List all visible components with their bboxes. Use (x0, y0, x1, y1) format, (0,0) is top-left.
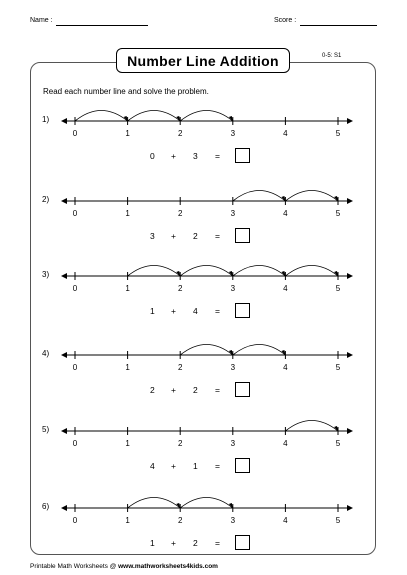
tick-label: 2 (177, 363, 183, 372)
tick-label: 2 (177, 439, 183, 448)
hop-arc (128, 266, 181, 277)
plus-sign: + (171, 306, 176, 316)
addend-a: 1 (150, 538, 155, 548)
left-arrow-icon (61, 198, 67, 204)
tick-label: 4 (283, 284, 288, 293)
addend-a: 2 (150, 385, 155, 395)
tick-label: 5 (335, 516, 341, 525)
right-arrow-icon (347, 198, 353, 204)
problem-number: 4) (42, 349, 50, 358)
tick-label: 3 (230, 439, 236, 448)
tick-label: 1 (125, 516, 130, 525)
tick-label: 1 (125, 363, 130, 372)
hop-arc (285, 266, 338, 277)
tick-label: 5 (335, 284, 341, 293)
footer-url: www.mathworksheets4kids.com (118, 563, 218, 570)
tick-label: 4 (283, 516, 288, 525)
problem-4 (0, 349, 407, 411)
left-arrow-icon (61, 428, 67, 434)
tick-label: 4 (283, 209, 288, 218)
answer-box[interactable] (235, 148, 250, 163)
tick-label: 3 (230, 363, 236, 372)
plus-sign: + (171, 461, 176, 471)
name-field-line[interactable] (56, 25, 148, 26)
addend-a: 3 (150, 231, 155, 241)
tick-label: 0 (72, 284, 78, 293)
addend-b: 2 (193, 231, 198, 241)
worksheet-code: 0-5: S1 (322, 53, 342, 59)
hop-arc (285, 421, 338, 432)
left-arrow-icon (61, 352, 67, 358)
problem-number: 5) (42, 425, 50, 434)
hop-arc (128, 111, 181, 122)
number-line (0, 337, 407, 383)
hop-arc (180, 266, 233, 277)
problem-number: 2) (42, 195, 50, 204)
answer-box[interactable] (235, 303, 250, 318)
hop-arc (128, 498, 181, 509)
tick-label: 2 (177, 516, 183, 525)
right-arrow-icon (347, 273, 353, 279)
tick-label: 4 (283, 363, 288, 372)
instructions: Read each number line and solve the problem. (43, 87, 209, 96)
number-line (0, 103, 407, 149)
addend-b: 2 (193, 538, 198, 548)
left-arrow-icon (61, 118, 67, 124)
addend-b: 4 (193, 306, 198, 316)
tick-label: 1 (125, 129, 130, 138)
tick-label: 4 (283, 439, 288, 448)
problem-2 (0, 195, 407, 257)
equals-sign: = (215, 151, 220, 161)
problem-number: 3) (42, 270, 50, 279)
tick-label: 3 (230, 129, 236, 138)
addend-a: 4 (150, 461, 155, 471)
answer-box[interactable] (235, 535, 250, 550)
problem-3 (0, 270, 407, 332)
score-label: Score : (274, 17, 297, 24)
tick-label: 3 (230, 516, 236, 525)
right-arrow-icon (347, 428, 353, 434)
equals-sign: = (215, 461, 220, 471)
tick-label: 1 (125, 439, 130, 448)
equals-sign: = (215, 306, 220, 316)
right-arrow-icon (347, 352, 353, 358)
problem-6 (0, 502, 407, 564)
addend-b: 2 (193, 385, 198, 395)
name-label: Name : (30, 17, 53, 24)
number-line (0, 490, 407, 536)
answer-box[interactable] (235, 228, 250, 243)
problem-number: 6) (42, 502, 50, 511)
hop-arc (233, 191, 286, 202)
addend-a: 1 (150, 306, 155, 316)
right-arrow-icon (347, 118, 353, 124)
tick-label: 0 (72, 129, 78, 138)
footer-text: Printable Math Worksheets @ (30, 563, 119, 570)
tick-label: 5 (335, 363, 341, 372)
tick-label: 2 (177, 284, 183, 293)
addend-b: 1 (193, 461, 198, 471)
left-arrow-icon (61, 273, 67, 279)
left-arrow-icon (61, 505, 67, 511)
tick-label: 3 (230, 209, 236, 218)
equals-sign: = (215, 385, 220, 395)
hop-arc (233, 345, 286, 356)
problem-5 (0, 425, 407, 487)
answer-box[interactable] (235, 382, 250, 397)
number-line (0, 413, 407, 459)
tick-label: 2 (177, 129, 183, 138)
tick-label: 4 (283, 129, 288, 138)
tick-label: 1 (125, 209, 130, 218)
equals-sign: = (215, 231, 220, 241)
hop-arc (285, 191, 338, 202)
hop-arc (180, 498, 233, 509)
plus-sign: + (171, 151, 176, 161)
hop-arc (233, 266, 286, 277)
plus-sign: + (171, 538, 176, 548)
number-line (0, 183, 407, 229)
equals-sign: = (215, 538, 220, 548)
tick-label: 0 (72, 209, 78, 218)
answer-box[interactable] (235, 458, 250, 473)
tick-label: 2 (177, 209, 183, 218)
problem-number: 1) (42, 115, 50, 124)
addend-a: 0 (150, 151, 155, 161)
tick-label: 3 (230, 284, 236, 293)
tick-label: 5 (335, 209, 341, 218)
addend-b: 3 (193, 151, 198, 161)
worksheet-title (116, 48, 290, 73)
plus-sign: + (171, 385, 176, 395)
tick-label: 0 (72, 439, 78, 448)
tick-label: 5 (335, 129, 341, 138)
score-field-line[interactable] (300, 25, 377, 26)
right-arrow-icon (347, 505, 353, 511)
hop-arc (75, 111, 128, 122)
hop-arc (180, 111, 233, 122)
hop-arc (180, 345, 233, 356)
footer (30, 563, 218, 570)
number-line (0, 258, 407, 304)
tick-label: 5 (335, 439, 341, 448)
tick-label: 0 (72, 516, 78, 525)
tick-label: 0 (72, 363, 78, 372)
problem-1 (0, 115, 407, 177)
tick-label: 1 (125, 284, 130, 293)
worksheet-title-text: Number Line Addition (127, 52, 279, 69)
plus-sign: + (171, 231, 176, 241)
